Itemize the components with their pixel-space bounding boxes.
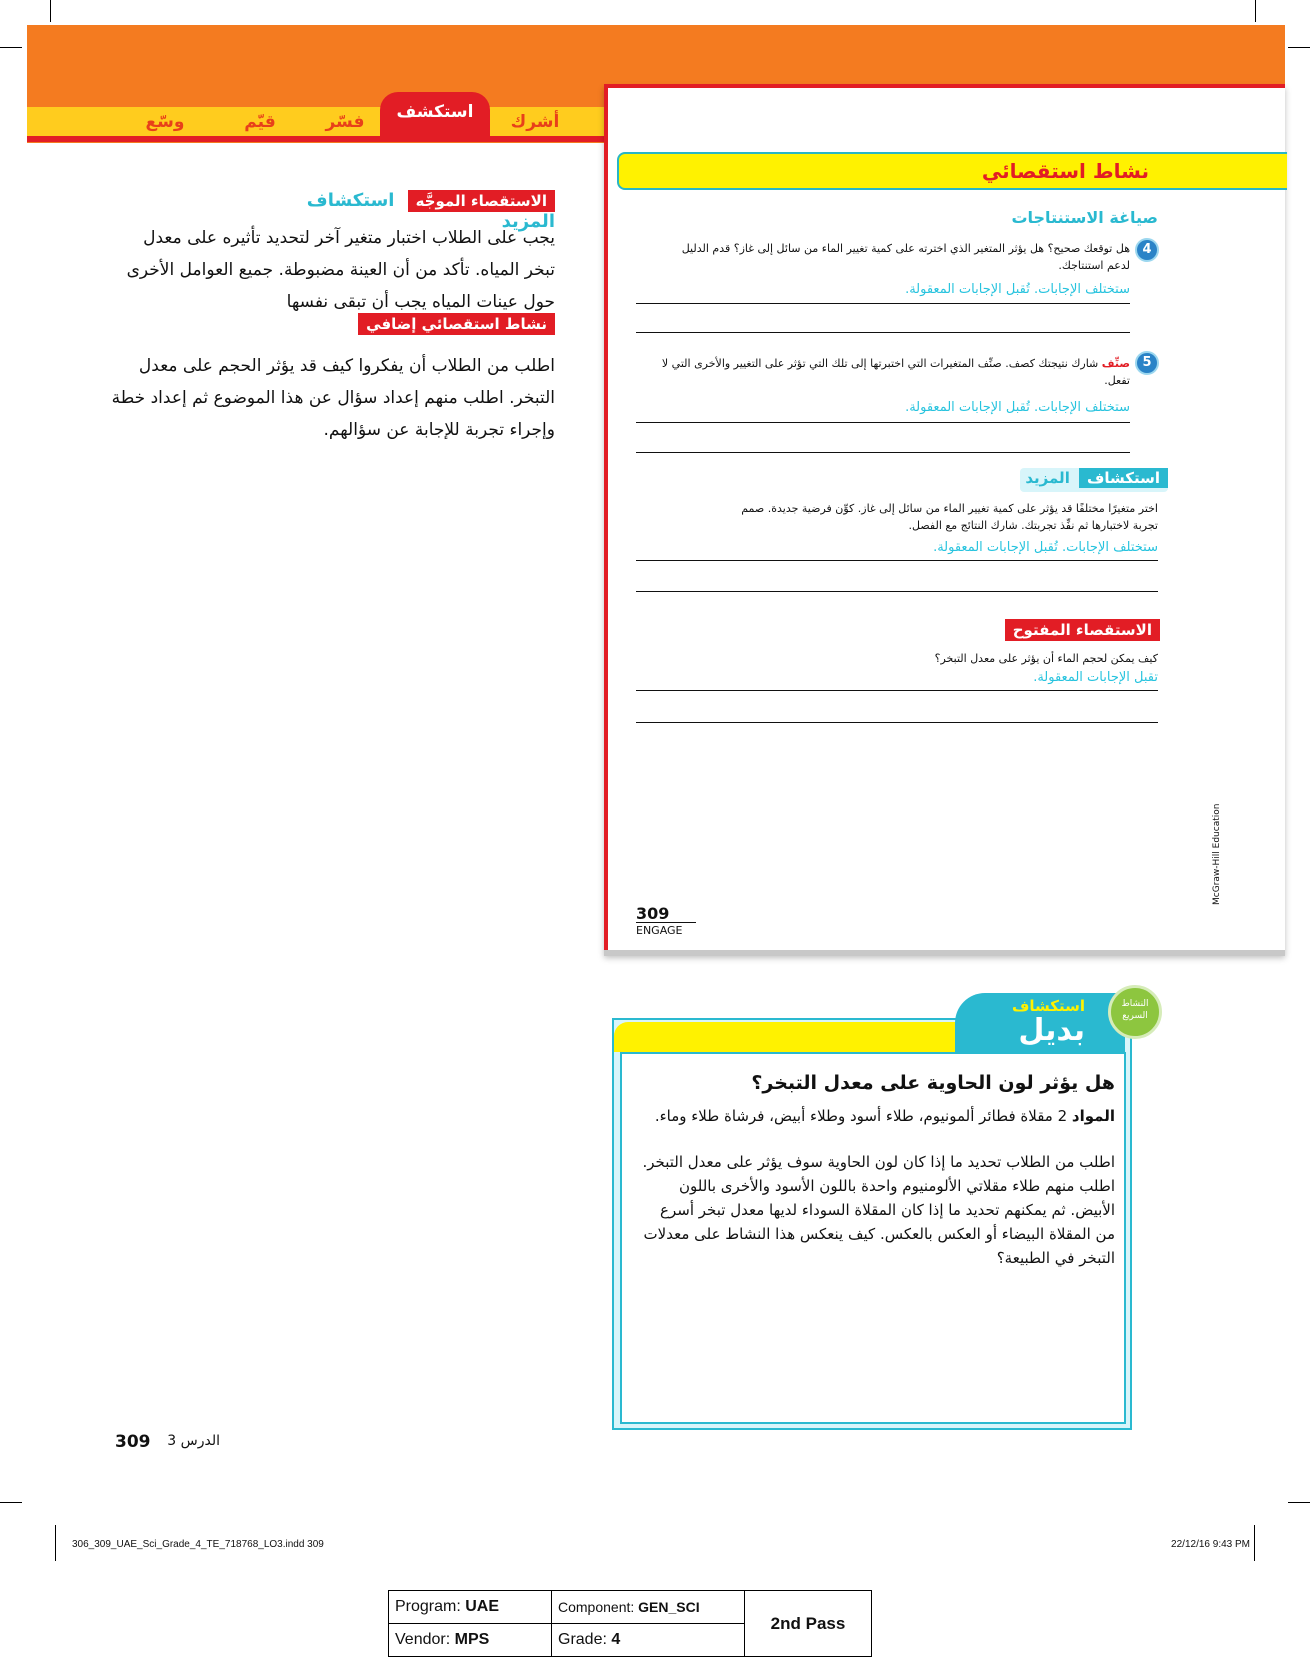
alternative-question: هل يؤثر لون الحاوية على معدل التبخر؟ bbox=[751, 1072, 1115, 1094]
tab-explain[interactable]: فسّر bbox=[325, 112, 365, 132]
guided-title: استكشاف المزيد bbox=[306, 190, 555, 232]
answer-line bbox=[636, 722, 1158, 723]
answer-line bbox=[636, 303, 1130, 304]
guided-heading-row bbox=[255, 190, 555, 232]
open-inquiry-heading bbox=[960, 620, 1160, 644]
program-label: Program: bbox=[395, 1598, 461, 1615]
slug-grade bbox=[552, 1624, 745, 1657]
crop-mark bbox=[50, 0, 51, 22]
slug-program bbox=[389, 1591, 552, 1624]
activity-banner bbox=[617, 152, 1287, 190]
vendor-value: MPS bbox=[454, 1631, 490, 1648]
question-4-number: 4 bbox=[1135, 238, 1159, 262]
explore-label: استكشاف bbox=[1079, 468, 1168, 488]
slug-vendor bbox=[389, 1624, 552, 1657]
crop-mark bbox=[55, 1525, 56, 1561]
answer-line bbox=[636, 690, 1158, 691]
component-value: GEN_SCI bbox=[638, 1599, 700, 1615]
crop-mark bbox=[1288, 47, 1310, 48]
extra-heading-row bbox=[355, 314, 555, 340]
explore-label-more: المزيد bbox=[1025, 469, 1070, 487]
crop-mark bbox=[0, 47, 22, 48]
question-5-text: شارك نتيجتك كصف. صنِّف المتغيرات التي اختبرتها إلى تلك التي تؤثر على التغيير والأخرى التي لا تفعل. bbox=[661, 357, 1130, 387]
activity-title: نشاط استقصائي bbox=[981, 159, 1149, 183]
activity-page-number: 309 bbox=[636, 904, 696, 923]
crop-mark bbox=[0, 1502, 22, 1503]
tab-expand[interactable]: وسّع bbox=[145, 112, 185, 132]
guided-text: يجب على الطلاب اختبار متغير آخر لتحديد تأثيره على معدل تبخر المياه. تأكد من أن العينة مضبوطة. جميع العوامل الأخرى حول عينات المياه يجب أن تبقى نفسها bbox=[126, 228, 555, 312]
answer-line bbox=[636, 560, 1158, 561]
explore-hint: ستختلف الإجابات. تُقبل الإجابات المعقولة. bbox=[933, 540, 1158, 555]
materials-text: 2 مقلاة فطائر ألمونيوم، طلاء أسود وطلاء أبيض، فرشاة طلاء وماء. bbox=[654, 1107, 1068, 1125]
question-5-number: 5 bbox=[1135, 351, 1159, 375]
footer-page-number: 309 bbox=[115, 1432, 151, 1452]
badge-line-1: النشاط bbox=[1121, 999, 1149, 1009]
crop-mark bbox=[1255, 0, 1256, 22]
question-5-row bbox=[660, 355, 1130, 391]
answer-line bbox=[636, 422, 1130, 423]
slug-pass: 2nd Pass bbox=[745, 1591, 872, 1657]
explore-more-heading bbox=[1020, 468, 1168, 492]
program-value: UAE bbox=[465, 1598, 500, 1615]
extra-label: نشاط استقصائي إضافي bbox=[358, 313, 555, 335]
open-hint: تقبل الإجابات المعقولة. bbox=[1033, 670, 1158, 685]
extra-text: اطلب من الطلاب أن يفكروا كيف قد يؤثر الحجم على معدل التبخر. اطلب منهم إعداد سؤال عن هذا الموضوع ثم إعداد خطة وإجراء تجربة للإجابة عن سؤالهم. bbox=[111, 356, 555, 440]
activity-page-label: ENGAGE bbox=[636, 924, 683, 937]
open-label: الاستقصاء المفتوح bbox=[1005, 619, 1160, 641]
tab-engage[interactable]: أشرك bbox=[510, 112, 560, 132]
crop-mark bbox=[1254, 1525, 1255, 1561]
slug-component bbox=[552, 1591, 745, 1624]
question-4-text: هل توقعك صحيح؟ هل يؤثر المتغير الذي اخترته على كمية تغيير الماء من سائل إلى غاز؟ قدم الدليل لدعم استنتاجك. bbox=[681, 242, 1130, 272]
badge-line-2: السريع bbox=[1122, 1011, 1148, 1021]
answer-line bbox=[636, 452, 1130, 453]
open-text: كيف يمكن لحجم الماء أن يؤثر على معدل التبخر؟ bbox=[934, 652, 1158, 665]
guided-label: الاستقصاء الموجَّه bbox=[408, 190, 555, 212]
alternative-header-big: بديل bbox=[1018, 1013, 1085, 1048]
answer-line bbox=[636, 591, 1158, 592]
tab-explore-active[interactable]: استكشف bbox=[380, 92, 490, 136]
footer-file-name: 306_309_UAE_Sci_Grade_4_TE_718768_LO3.indd 309 bbox=[72, 1539, 324, 1550]
tab-evaluate[interactable]: قيّم bbox=[244, 112, 276, 132]
alternative-yellow-strip bbox=[614, 1022, 964, 1052]
tab-underline bbox=[27, 136, 609, 142]
question-5-keyword: صنِّف bbox=[1101, 357, 1130, 370]
footer-lesson: الدرس 3 bbox=[167, 1433, 220, 1449]
question-4-hint: ستختلف الإجابات. تُقبل الإجابات المعقولة. bbox=[905, 282, 1130, 297]
materials-label: المواد bbox=[1071, 1107, 1115, 1125]
alternative-header-small: استكشاف bbox=[1011, 997, 1085, 1015]
quick-activity-badge bbox=[1108, 985, 1162, 1039]
answer-line bbox=[636, 332, 1130, 333]
production-slug bbox=[388, 1590, 872, 1657]
vendor-label: Vendor: bbox=[395, 1631, 451, 1648]
grade-value: 4 bbox=[611, 1631, 621, 1648]
alternative-materials bbox=[640, 1104, 1115, 1152]
question-5-hint: ستختلف الإجابات. تُقبل الإجابات المعقولة. bbox=[905, 400, 1130, 415]
footer-date: 22/12/16 9:43 PM bbox=[1171, 1539, 1250, 1550]
alternative-header-tab bbox=[955, 993, 1125, 1053]
vertical-credit: McGraw-Hill Education bbox=[1212, 803, 1222, 905]
alternative-body: اطلب من الطلاب تحديد ما إذا كان لون الحاوية سوف يؤثر على معدل التبخر. اطلب منهم طلاء مقلاتي الألومنيوم واحدة باللون الأسود والأخرى باللون الأبيض. ثم يمكنهم تحديد ما إذا كان المقلاة السوداء لديها معدل تبخر أسرع من المقلاة البيضاء أو العكس بالعكس. كيف ينعكس هذا النشاط على معدلات التبخر في الطبيعة؟ bbox=[642, 1153, 1115, 1267]
explore-text: اختر متغيرًا مختلفًا قد يؤثر على كمية تغيير الماء من سائل إلى غاز. كوِّن فرضية جديدة. صمم تجربة لاختبارها ثم نفِّذ تجربتك. شارك النتائج مع الفصل. bbox=[741, 502, 1158, 532]
conclusions-heading: صياغة الاستنتاجات bbox=[1011, 208, 1158, 227]
component-label: Component: bbox=[558, 1599, 635, 1615]
frame-shadow bbox=[604, 950, 1285, 956]
crop-mark bbox=[1288, 1502, 1310, 1503]
grade-label: Grade: bbox=[558, 1631, 607, 1648]
